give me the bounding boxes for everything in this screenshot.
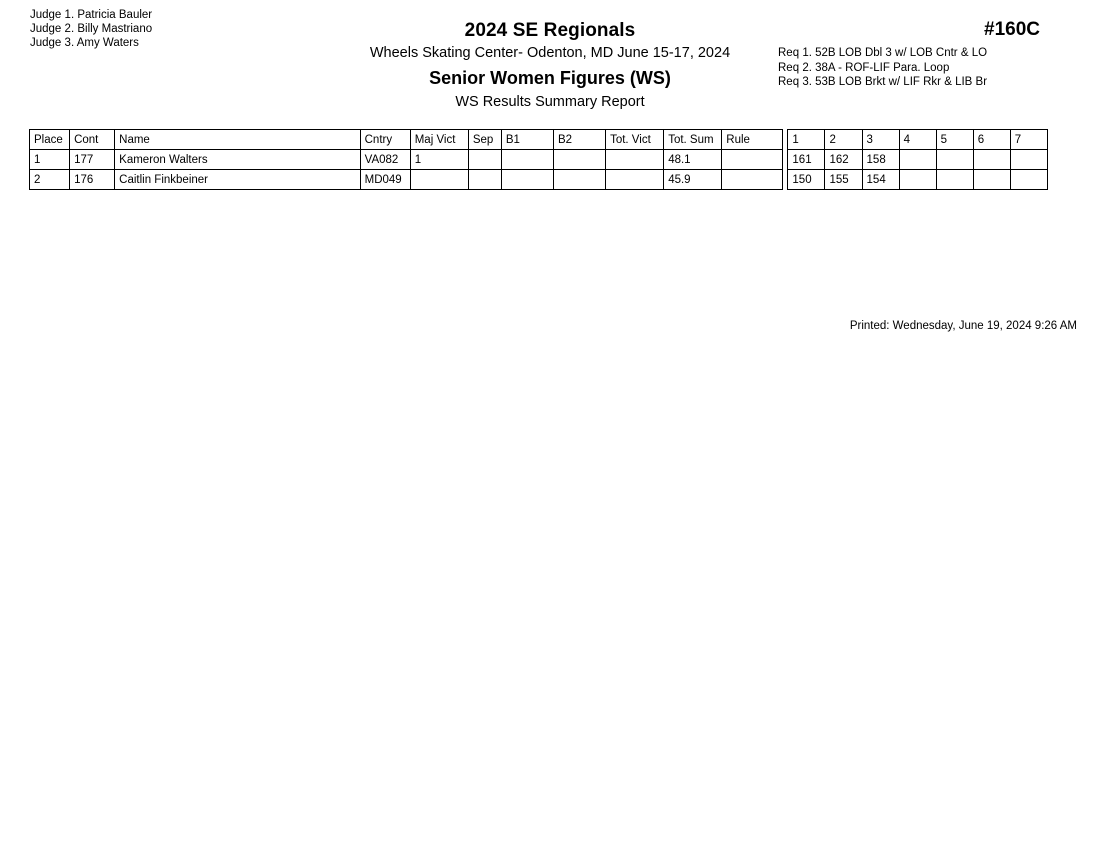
column-header-judge-2: 2 [825, 130, 862, 150]
cell-sep [468, 150, 501, 170]
column-header-tot-sum: Tot. Sum [664, 130, 722, 150]
cell-tot-sum: 48.1 [664, 150, 722, 170]
requirements-list [750, 46, 1100, 90]
event-info-block [750, 18, 1100, 90]
requirement-text: 38A - ROF-LIF Para. Loop [815, 61, 950, 74]
cell-rule [722, 150, 783, 170]
requirement-text: 53B LOB Brkt w/ LIF Rkr & LIB Br [815, 76, 988, 88]
cell-judge-score-7 [1010, 170, 1047, 190]
table-row [30, 150, 1048, 170]
judge-number: 1. [64, 9, 75, 21]
judge-name: Patricia Bauler [77, 9, 153, 21]
cell-b2 [553, 170, 605, 190]
requirement-number: 1. [802, 47, 812, 59]
cell-judge-score-2: 162 [825, 150, 862, 170]
judge-label: Judge [30, 37, 62, 50]
cell-tot-sum: 45.9 [664, 170, 722, 190]
requirement-number: 2. [802, 61, 812, 74]
cell-judge-score-1: 150 [788, 170, 825, 190]
column-header-judge-6: 6 [973, 130, 1010, 150]
meet-title: 2024 SE Regionals [464, 20, 636, 41]
column-header-tot-vict: Tot. Vict [606, 130, 664, 150]
column-header-b1: B1 [501, 130, 553, 150]
cell-name: Caitlin Finkbeiner [115, 170, 360, 190]
cell-judge-score-5 [936, 150, 973, 170]
requirement-row [778, 46, 1100, 61]
cell-b1 [501, 150, 553, 170]
column-header-name: Name [115, 130, 360, 150]
report-header [0, 0, 1100, 118]
cell-maj-vict [410, 170, 468, 190]
results-table [29, 129, 1048, 190]
column-header-sep: Sep [468, 130, 501, 150]
requirement-row [778, 61, 1100, 76]
column-header-b2: B2 [553, 130, 605, 150]
cell-place: 2 [30, 170, 70, 190]
column-header-judge-4: 4 [899, 130, 936, 150]
cell-judge-score-4 [899, 150, 936, 170]
cell-judge-score-7 [1010, 150, 1047, 170]
cell-judge-score-3: 154 [862, 170, 899, 190]
cell-name: Kameron Walters [115, 150, 360, 170]
event-title: Senior Women Figures (WS) [429, 68, 671, 88]
column-header-judge-7: 7 [1010, 130, 1047, 150]
requirement-label: Req [778, 47, 800, 59]
column-header-judge-5: 5 [936, 130, 973, 150]
cell-judge-score-6 [973, 150, 1010, 170]
column-header-place: Place [30, 130, 70, 150]
cell-judge-score-1: 161 [788, 150, 825, 170]
requirement-row [778, 75, 1100, 90]
column-header-rule: Rule [722, 130, 783, 150]
requirement-text: 52B LOB Dbl 3 w/ LOB Cntr & LO [815, 47, 988, 59]
cell-cntry: MD049 [360, 170, 410, 190]
cell-tot-vict [606, 170, 664, 190]
requirement-label: Req [778, 76, 800, 88]
cell-rule [722, 170, 783, 190]
judge-name: Billy Mastriano [77, 23, 153, 36]
column-header-cntry: Cntry [360, 130, 410, 150]
column-header-judge-1: 1 [788, 130, 825, 150]
cell-b1 [501, 170, 553, 190]
cell-judge-score-5 [936, 170, 973, 190]
column-header-cont: Cont [70, 130, 115, 150]
judge-label: Judge [30, 9, 62, 21]
cell-b2 [553, 150, 605, 170]
requirement-number: 3. [802, 76, 812, 88]
results-table-container [29, 129, 1077, 332]
venue-line: Wheels Skating Center- Odenton, MD June 15-17, 2024 [369, 45, 731, 61]
judge-number: 3. [64, 37, 75, 50]
event-number: #160C [984, 19, 1040, 40]
printed-timestamp: Printed: Wednesday, June 19, 2024 9:26 AM [849, 320, 1077, 332]
judge-number: 2. [64, 23, 75, 36]
cell-place: 1 [30, 150, 70, 170]
table-row [30, 170, 1048, 190]
requirement-label: Req [778, 61, 800, 74]
table-header-row [30, 130, 1048, 150]
cell-judge-score-6 [973, 170, 1010, 190]
cell-judge-score-2: 155 [825, 170, 862, 190]
column-header-maj-vict: Maj Vict [410, 130, 468, 150]
cell-cntry: VA082 [360, 150, 410, 170]
cell-judge-score-3: 158 [862, 150, 899, 170]
cell-maj-vict: 1 [410, 150, 468, 170]
report-title: WS Results Summary Report [455, 94, 645, 110]
cell-cont: 176 [70, 170, 115, 190]
cell-judge-score-4 [899, 170, 936, 190]
judge-label: Judge [30, 23, 62, 36]
column-header-judge-3: 3 [862, 130, 899, 150]
cell-sep [468, 170, 501, 190]
judge-name: Amy Waters [76, 37, 139, 50]
cell-tot-vict [606, 150, 664, 170]
cell-cont: 177 [70, 150, 115, 170]
